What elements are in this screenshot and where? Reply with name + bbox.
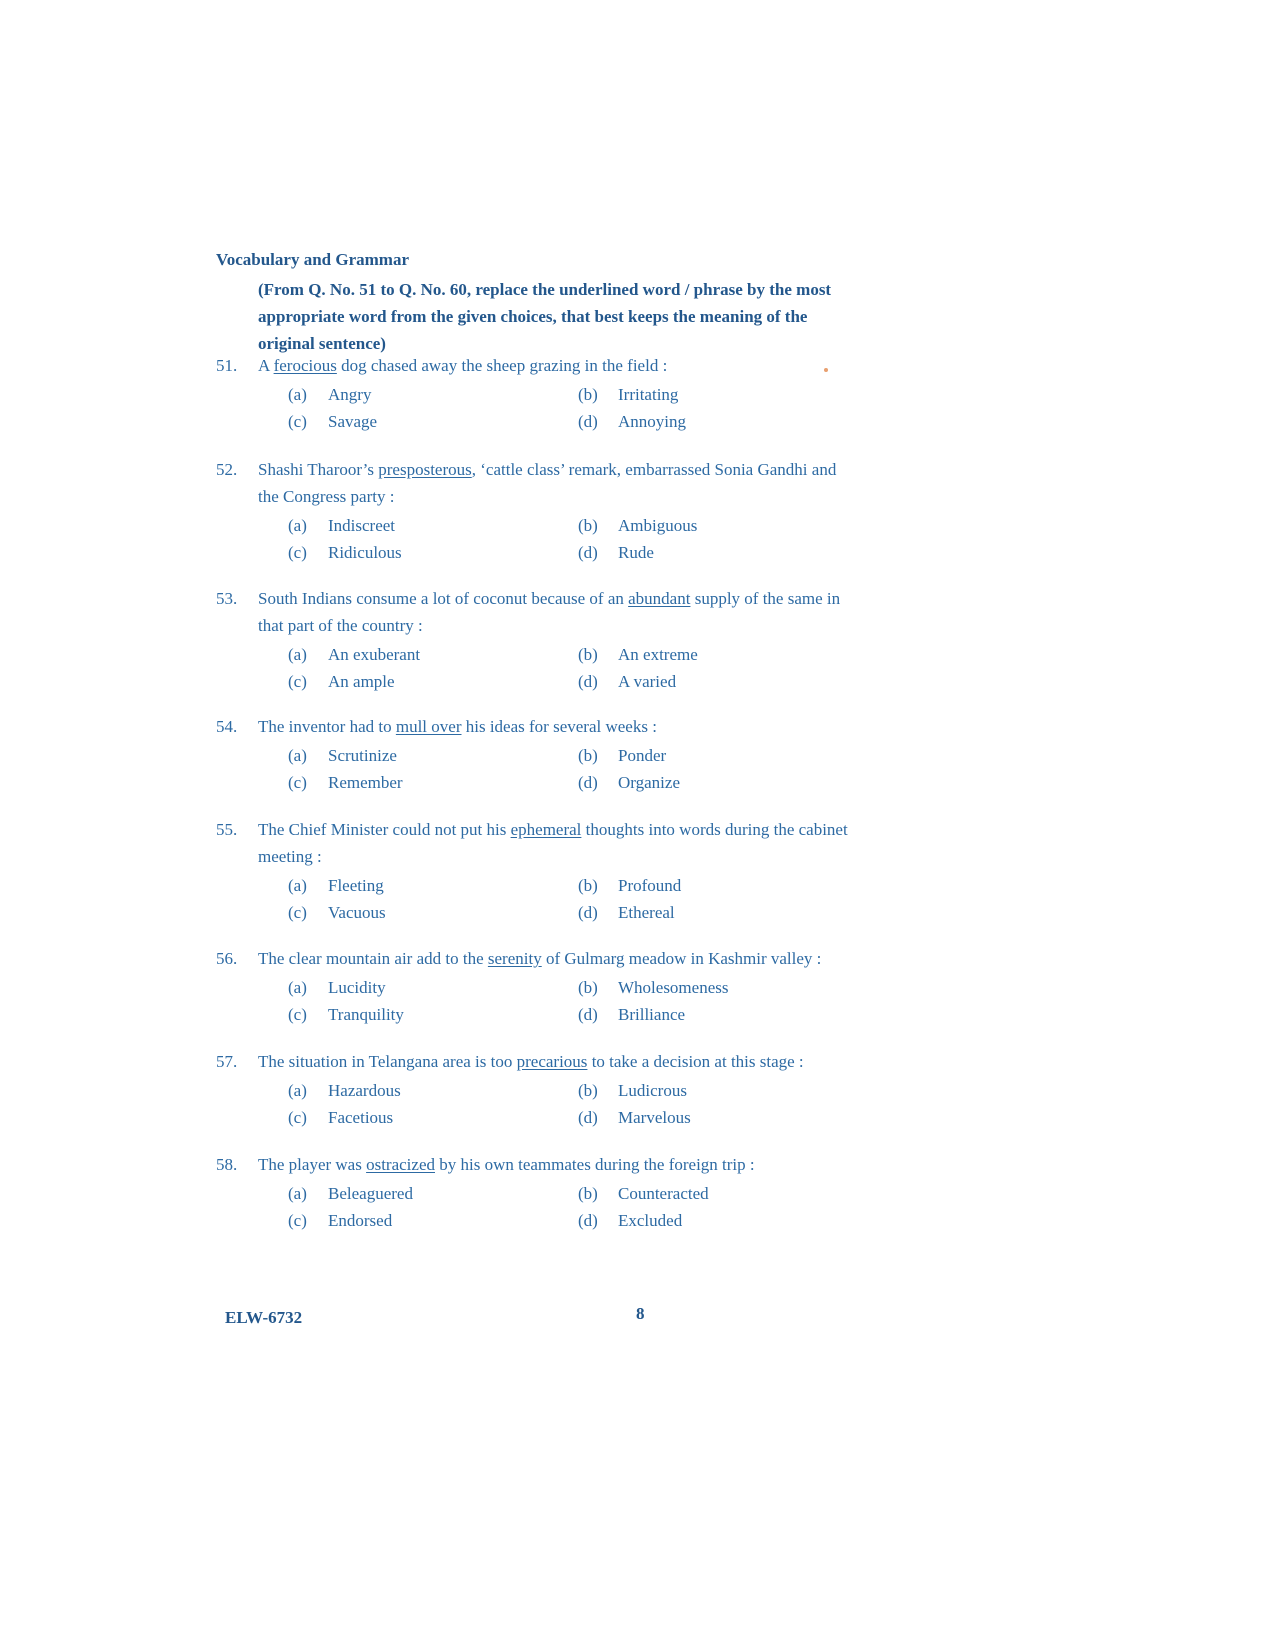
question-item	[216, 816, 856, 926]
question-item	[216, 456, 856, 566]
question-text	[258, 1151, 856, 1178]
option-text: An extreme	[618, 645, 698, 664]
question-stem	[216, 1048, 856, 1075]
answer-options	[288, 1077, 856, 1131]
question-stem	[216, 816, 856, 870]
option-text: Marvelous	[618, 1108, 691, 1127]
answer-option	[578, 769, 868, 796]
underlined-word: abundant	[628, 589, 691, 608]
answer-options	[288, 1180, 856, 1234]
underlined-word: ephemeral	[510, 820, 582, 839]
question-text-before: The player was	[258, 1155, 367, 1174]
stray-mark	[824, 368, 828, 372]
question-text-after: to take a decision at this stage :	[587, 1052, 804, 1071]
answer-option	[288, 512, 578, 539]
question-text	[258, 816, 856, 870]
option-letter: (c)	[288, 773, 307, 792]
question-number: 55.	[216, 820, 238, 839]
option-text: Indiscreet	[328, 516, 396, 535]
option-text: Irritating	[618, 385, 679, 404]
section-instruction: (From Q. No. 51 to Q. No. 60, replace the underlined word / phrase by the most appropriate word from the given choices, that best keeps the meaning of the original sentence)	[258, 280, 832, 353]
option-text: Scrutinize	[328, 746, 397, 765]
question-item	[216, 1048, 856, 1131]
answer-option	[578, 1001, 868, 1028]
option-letter: (d)	[578, 903, 598, 922]
page-number: 8	[636, 1304, 645, 1323]
option-text: Savage	[328, 412, 378, 431]
answer-option	[578, 872, 868, 899]
option-text: Excluded	[618, 1211, 683, 1230]
option-letter: (b)	[578, 1184, 598, 1203]
option-text: An exuberant	[328, 645, 421, 664]
answer-option	[578, 899, 868, 926]
question-text	[258, 456, 856, 510]
option-letter: (c)	[288, 543, 307, 562]
question-item	[216, 713, 856, 796]
answer-option	[288, 1077, 578, 1104]
option-letter: (c)	[288, 1108, 307, 1127]
answer-option	[288, 641, 578, 668]
answer-option	[578, 641, 868, 668]
answer-option	[288, 539, 578, 566]
option-letter: (c)	[288, 903, 307, 922]
answer-options	[288, 742, 856, 796]
question-number: 51.	[216, 356, 238, 375]
question-stem	[216, 713, 856, 740]
question-text-after: supply of the same in that part of the country :	[258, 589, 841, 635]
question-text	[258, 945, 856, 972]
option-text: A varied	[618, 672, 677, 691]
option-text: Tranquility	[328, 1005, 404, 1024]
option-text: Angry	[328, 385, 372, 404]
answer-option	[288, 974, 578, 1001]
question-item	[216, 585, 856, 695]
answer-option	[578, 408, 868, 435]
question-text-before: A	[258, 356, 274, 375]
question-text	[258, 585, 856, 639]
option-text: Organize	[618, 773, 680, 792]
option-letter: (a)	[288, 385, 307, 404]
option-text: Profound	[618, 876, 682, 895]
answer-option	[578, 1104, 868, 1131]
option-text: Ambiguous	[618, 516, 698, 535]
option-letter: (b)	[578, 876, 598, 895]
option-letter: (d)	[578, 1005, 598, 1024]
question-text-after: , ‘cattle class’ remark, embarrassed Sonia Gandhi and the Congress party :	[258, 460, 837, 506]
answer-option	[288, 408, 578, 435]
option-text: Wholesomeness	[618, 978, 729, 997]
option-letter: (b)	[578, 385, 598, 404]
question-text-after: of Gulmarg meadow in Kashmir valley :	[541, 949, 822, 968]
question-text-before: The inventor had to	[258, 717, 396, 736]
option-letter: (a)	[288, 876, 307, 895]
option-letter: (d)	[578, 1108, 598, 1127]
underlined-word: serenity	[487, 949, 542, 968]
answer-option	[288, 668, 578, 695]
answer-option	[288, 769, 578, 796]
option-text: Lucidity	[328, 978, 386, 997]
option-letter: (c)	[288, 672, 307, 691]
question-text-after: thoughts into words during the cabinet meeting :	[258, 820, 848, 866]
question-number: 56.	[216, 949, 238, 968]
option-text: Beleaguered	[328, 1184, 413, 1203]
answer-option	[578, 539, 868, 566]
option-text: Ponder	[618, 746, 667, 765]
question-number: 52.	[216, 460, 238, 479]
answer-option	[578, 1207, 868, 1234]
question-stem	[216, 585, 856, 639]
underlined-word: presposterous	[378, 460, 472, 479]
answer-option	[578, 381, 868, 408]
option-letter: (d)	[578, 412, 598, 431]
question-number: 58.	[216, 1155, 238, 1174]
answer-option	[288, 742, 578, 769]
option-letter: (c)	[288, 1005, 307, 1024]
question-text-before: South Indians consume a lot of coconut because of an	[258, 589, 629, 608]
question-item	[216, 352, 856, 435]
question-number: 53.	[216, 589, 238, 608]
question-text-before: The Chief Minister could not put his	[258, 820, 511, 839]
answer-option	[288, 1180, 578, 1207]
question-item	[216, 945, 856, 1028]
answer-options	[288, 641, 856, 695]
option-letter: (b)	[578, 1081, 598, 1100]
answer-options	[288, 381, 856, 435]
question-text-before: The clear mountain air add to the	[258, 949, 488, 968]
section-heading: Vocabulary and Grammar	[216, 250, 409, 269]
question-stem	[216, 352, 856, 379]
option-text: Ridiculous	[328, 543, 402, 562]
question-number: 54.	[216, 717, 238, 736]
underlined-word: ostracized	[366, 1155, 435, 1174]
question-text-before: The situation in Telangana area is too	[258, 1052, 517, 1071]
answer-option	[578, 668, 868, 695]
question-text	[258, 352, 856, 379]
option-text: Facetious	[328, 1108, 394, 1127]
option-text: Counteracted	[618, 1184, 709, 1203]
question-stem	[216, 1151, 856, 1178]
option-letter: (b)	[578, 516, 598, 535]
answer-option	[578, 974, 868, 1001]
option-letter: (a)	[288, 645, 307, 664]
underlined-word: mull over	[395, 717, 462, 736]
option-text: Remember	[328, 773, 403, 792]
option-letter: (d)	[578, 672, 598, 691]
underlined-word: precarious	[516, 1052, 588, 1071]
option-letter: (c)	[288, 1211, 307, 1230]
question-text-after: his ideas for several weeks :	[461, 717, 657, 736]
answer-option	[288, 872, 578, 899]
option-letter: (d)	[578, 543, 598, 562]
option-letter: (c)	[288, 412, 307, 431]
option-letter: (b)	[578, 645, 598, 664]
option-letter: (a)	[288, 516, 307, 535]
question-text-before: Shashi Tharoor’s	[258, 460, 379, 479]
answer-option	[288, 899, 578, 926]
option-letter: (d)	[578, 773, 598, 792]
option-text: Annoying	[618, 412, 686, 431]
answer-options	[288, 974, 856, 1028]
answer-option	[288, 1001, 578, 1028]
answer-option	[288, 381, 578, 408]
option-text: Fleeting	[328, 876, 384, 895]
underlined-word: ferocious	[273, 356, 337, 375]
question-number: 57.	[216, 1052, 238, 1071]
answer-option	[288, 1207, 578, 1234]
option-letter: (a)	[288, 978, 307, 997]
option-letter: (a)	[288, 1081, 307, 1100]
answer-option	[578, 1180, 868, 1207]
paper-code: ELW-6732	[225, 1308, 303, 1327]
answer-options	[288, 512, 856, 566]
option-text: An ample	[328, 672, 395, 691]
question-text	[258, 713, 856, 740]
question-stem	[216, 945, 856, 972]
option-text: Hazardous	[328, 1081, 401, 1100]
option-text: Rude	[618, 543, 654, 562]
option-text: Ethereal	[618, 903, 675, 922]
option-text: Brilliance	[618, 1005, 686, 1024]
option-text: Vacuous	[328, 903, 386, 922]
answer-option	[578, 1077, 868, 1104]
option-text: Ludicrous	[618, 1081, 687, 1100]
option-letter: (a)	[288, 1184, 307, 1203]
option-letter: (d)	[578, 1211, 598, 1230]
option-letter: (b)	[578, 978, 598, 997]
answer-option	[578, 742, 868, 769]
answer-option	[578, 512, 868, 539]
option-letter: (a)	[288, 746, 307, 765]
question-text-after: by his own teammates during the foreign trip :	[435, 1155, 755, 1174]
option-text: Endorsed	[328, 1211, 393, 1230]
question-text-after: dog chased away the sheep grazing in the field :	[336, 356, 668, 375]
answer-option	[288, 1104, 578, 1131]
question-text	[258, 1048, 856, 1075]
question-item	[216, 1151, 856, 1234]
question-stem	[216, 456, 856, 510]
answer-options	[288, 872, 856, 926]
option-letter: (b)	[578, 746, 598, 765]
